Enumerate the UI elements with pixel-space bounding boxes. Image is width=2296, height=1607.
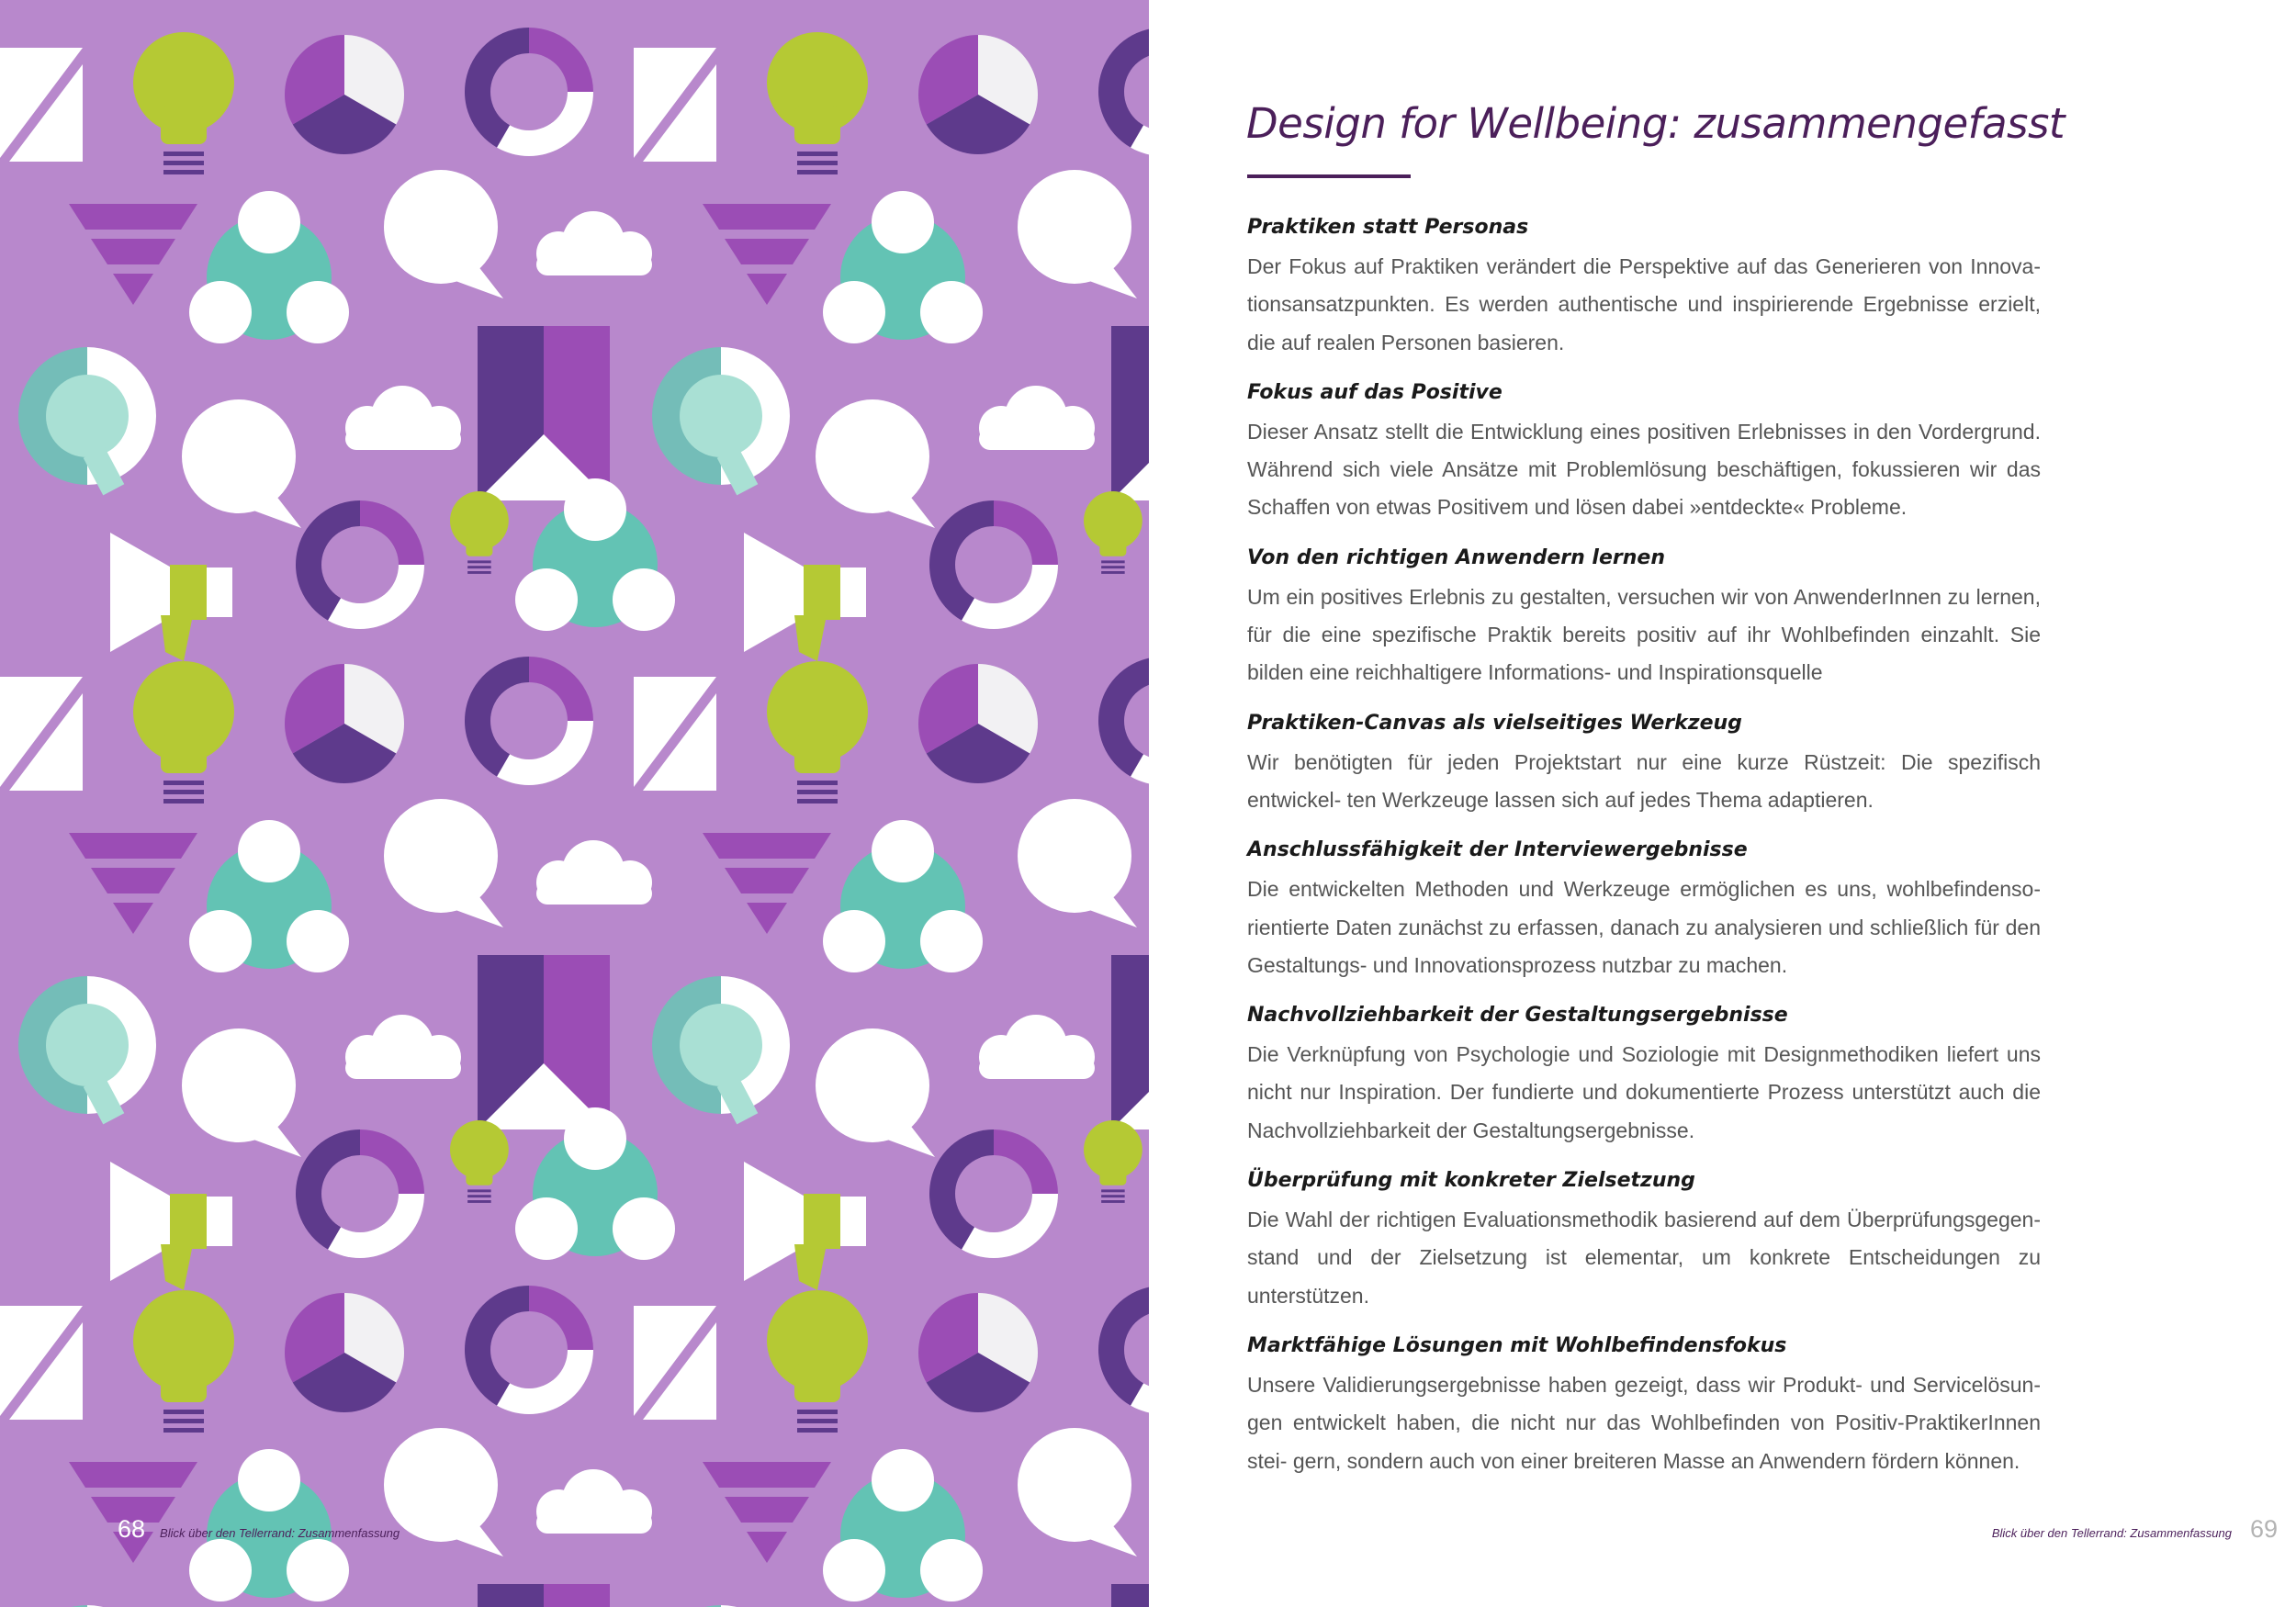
triangle-split-icon <box>634 1306 716 1420</box>
pie-chart-icon <box>285 1293 404 1412</box>
triangle-split-icon <box>634 677 716 791</box>
speech-bubble-icon <box>1018 170 1137 298</box>
lightbulb-icon <box>767 661 868 804</box>
summary-section <box>1247 1162 2041 1315</box>
summary-sections <box>1247 208 2041 1492</box>
body-line: Die Wahl der richtigen Evaluationsmethodik basierend auf dem Überprüfungsgegen- <box>1247 1208 2041 1232</box>
summary-section <box>1247 539 2041 692</box>
section-heading: Nachvollziehbarkeit der Gestaltungsergebnisse <box>1247 1004 1788 1028</box>
donut-chart-icon <box>1098 657 1149 785</box>
cloud-icon <box>979 1015 1095 1079</box>
lightbulb-icon <box>1084 491 1142 574</box>
folded-flag-icon <box>478 326 610 500</box>
lightbulb-icon <box>1084 1120 1142 1203</box>
pie-chart-icon <box>918 664 1038 783</box>
magnifier-icon <box>652 347 790 495</box>
megaphone-icon <box>744 533 866 661</box>
lightbulb-icon <box>133 661 234 804</box>
footer-right <box>1992 1515 2278 1544</box>
section-heading: Praktiken-Canvas als vielseitiges Werkzeug <box>1247 711 1742 735</box>
speech-bubble-icon <box>816 1028 935 1157</box>
donut-chart-icon <box>465 28 593 156</box>
body-line: Der Fokus auf Praktiken verändert die Perspektive auf das Generieren von Innova- <box>1247 254 2041 278</box>
people-group-icon <box>823 1449 983 1601</box>
body-line: rientierte Daten zunächst zu erfassen, danach zu analysieren und schließlich für den <box>1247 915 2041 939</box>
people-group-icon <box>189 820 349 972</box>
body-line: stand und der Zielsetzung ist elementar, um konkrete Entscheidungen zu unterstützen. <box>1247 1245 2041 1308</box>
summary-section <box>1247 208 2041 362</box>
people-group-icon <box>515 478 675 631</box>
magnifier-icon <box>18 347 156 495</box>
cloud-icon <box>536 840 652 905</box>
people-group-icon <box>823 820 983 972</box>
page-title: Design for Wellbeing: zusammengefasst <box>1246 99 2065 148</box>
section-heading: Fokus auf das Positive <box>1247 380 1503 404</box>
triangle-split-icon <box>0 48 83 162</box>
body-line: Unsere Validierungsergebnisse haben gezeigt, dass wir Produkt- und Servicelösun- <box>1247 1372 2041 1397</box>
running-head-left: Blick über den Tellerrand: Zusammenfassung <box>160 1526 400 1540</box>
section-heading: Überprüfung mit konkreter Zielsetzung <box>1247 1169 1695 1193</box>
summary-section <box>1247 831 2041 984</box>
inverted-pyramid-icon <box>69 1462 197 1563</box>
lightbulb-icon <box>450 1120 509 1203</box>
speech-bubble-icon <box>1018 1428 1137 1556</box>
triangle-split-icon <box>0 677 83 791</box>
summary-section <box>1247 704 2041 820</box>
body-line: Dieser Ansatz stellt die Entwicklung eines positiven Erlebnisses in den Vordergrund. <box>1247 419 2041 444</box>
page-number-left: 68 <box>118 1515 146 1543</box>
pie-chart-icon <box>918 35 1038 154</box>
megaphone-icon <box>110 1162 232 1290</box>
body-line: gern, sondern auch von einer breiteren Masse an Anwendern fördern können. <box>1292 1448 2020 1473</box>
section-body <box>1247 248 2041 362</box>
megaphone-icon <box>110 533 232 661</box>
speech-bubble-icon <box>384 1428 503 1556</box>
donut-chart-icon <box>1098 1286 1149 1414</box>
section-body <box>1247 1366 2041 1480</box>
speech-bubble-icon <box>182 1028 301 1157</box>
lightbulb-icon <box>133 32 234 174</box>
lightbulb-icon <box>767 1290 868 1433</box>
cloud-icon <box>979 386 1095 450</box>
summary-section <box>1247 374 2041 527</box>
title-underline <box>1247 174 1411 178</box>
people-group-icon <box>515 1107 675 1260</box>
inverted-pyramid-icon <box>703 1462 831 1563</box>
folded-flag-icon <box>478 955 610 1129</box>
pie-chart-icon <box>918 1293 1038 1412</box>
inverted-pyramid-icon <box>69 204 197 305</box>
speech-bubble-icon <box>1018 799 1137 927</box>
lightbulb-icon <box>450 491 509 574</box>
donut-chart-icon <box>296 500 424 629</box>
section-body <box>1247 744 2041 820</box>
section-body <box>1247 1201 2041 1315</box>
body-line: Schaffen von etwas Positivem und lösen dabei »entdeckte« Probleme. <box>1247 495 1908 520</box>
inverted-pyramid-icon <box>703 204 831 305</box>
folded-flag-icon <box>1111 1584 1149 1607</box>
lightbulb-icon <box>767 32 868 174</box>
section-heading: Anschlussfähigkeit der Interviewergebnisse <box>1247 838 1748 862</box>
pie-chart-icon <box>285 664 404 783</box>
lightbulb-icon <box>133 1290 234 1433</box>
cloud-icon <box>345 1015 461 1079</box>
body-line: eine reichhaltigere Informations- und Inspirationsquelle <box>1309 660 1823 685</box>
donut-chart-icon <box>1098 28 1149 156</box>
body-line: auf realen Personen basieren. <box>1281 330 1565 354</box>
body-line: tionsansatzpunkten. Es werden authentische und inspirierende Ergebnisse erzielt, die <box>1247 292 2041 354</box>
pie-chart-icon <box>285 35 404 154</box>
footer-left <box>118 1515 400 1544</box>
right-page <box>1149 0 2296 1607</box>
page-number-right: 69 <box>2249 1515 2278 1543</box>
folded-flag-icon <box>1111 955 1149 1129</box>
people-group-icon <box>823 191 983 343</box>
triangle-split-icon <box>0 1306 83 1420</box>
body-line: Die entwickelten Methoden und Werkzeuge ermöglichen es uns, wohlbefindenso- <box>1247 877 2041 902</box>
donut-chart-icon <box>929 1129 1058 1258</box>
body-line: Die Verknüpfung von Psychologie und Soziologie mit Designmethodiken liefert uns <box>1247 1042 2041 1067</box>
cloud-icon <box>345 386 461 450</box>
speech-bubble-icon <box>384 170 503 298</box>
section-heading: Von den richtigen Anwendern lernen <box>1247 545 1665 569</box>
magnifier-icon <box>18 976 156 1124</box>
section-body <box>1247 871 2041 984</box>
inverted-pyramid-icon <box>69 833 197 934</box>
section-body <box>1247 1036 2041 1150</box>
folded-flag-icon <box>1111 326 1149 500</box>
section-heading: Marktfähige Lösungen mit Wohlbefindensfokus <box>1247 1333 1787 1357</box>
speech-bubble-icon <box>384 799 503 927</box>
body-line: Gestaltungs- und Innovationsprozess nutzbar zu machen. <box>1247 952 1788 977</box>
section-heading: Praktiken statt Personas <box>1247 216 1529 239</box>
donut-chart-icon <box>465 1286 593 1414</box>
summary-section <box>1247 1327 2041 1480</box>
speech-bubble-icon <box>182 399 301 528</box>
triangle-split-icon <box>634 48 716 162</box>
body-line: ten Werkzeuge lassen sich auf jedes Thema adaptieren. <box>1346 787 1874 812</box>
running-head-right: Blick über den Tellerrand: Zusammenfassung <box>1991 1526 2232 1540</box>
body-line: Während sich viele Ansätze mit Problemlösung beschäftigen, fokussieren wir das <box>1247 457 2041 482</box>
body-line: Wir benötigten für jeden Projektstart nur eine kurze Rüstzeit: Die spezifisch entwickel- <box>1247 749 2041 812</box>
cloud-icon <box>536 211 652 275</box>
section-body <box>1247 579 2041 692</box>
body-line: nicht nur Inspiration. Der fundierte und dokumentierte Prozess unterstützt auch die <box>1247 1080 2041 1105</box>
megaphone-icon <box>744 1162 866 1290</box>
cloud-icon <box>536 1469 652 1534</box>
donut-chart-icon <box>296 1129 424 1258</box>
donut-chart-icon <box>929 500 1058 629</box>
folded-flag-icon <box>478 1584 610 1607</box>
donut-chart-icon <box>465 657 593 785</box>
inverted-pyramid-icon <box>703 833 831 934</box>
body-line: für die eine spezifische Praktik bereits positiv auf ihr Wohlbefinden einzahlt. Sie bilden <box>1247 623 2041 685</box>
summary-section <box>1247 996 2041 1150</box>
body-line: gen entwickelt haben, die nicht nur das Wohlbefinden von Positiv-PraktikerInnen stei- <box>1247 1410 2041 1473</box>
body-line: Um ein positives Erlebnis zu gestalten, versuchen wir von AnwenderInnen zu lernen, <box>1247 584 2041 609</box>
magnifier-icon <box>652 976 790 1124</box>
speech-bubble-icon <box>816 399 935 528</box>
section-body <box>1247 413 2041 527</box>
people-group-icon <box>189 191 349 343</box>
body-line: Nachvollziehbarkeit der Gestaltungsergebnisse. <box>1247 1118 1695 1142</box>
